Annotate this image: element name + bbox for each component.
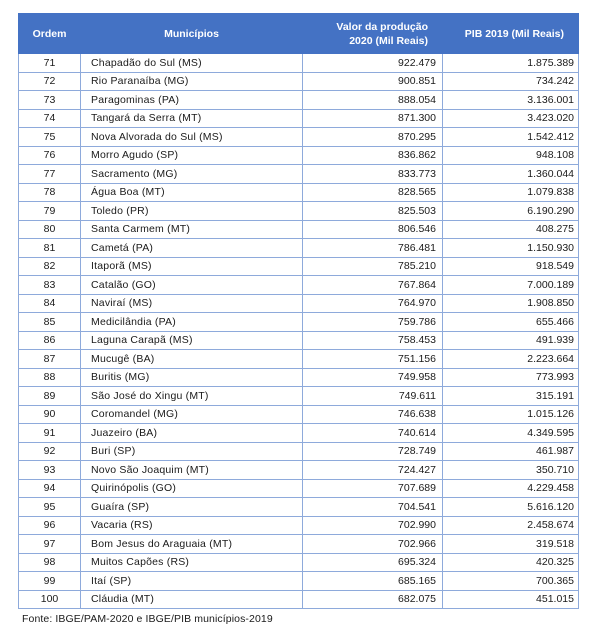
cell-pib: 319.518 [443, 535, 579, 554]
cell-municipio: Buritis (MG) [81, 368, 303, 387]
cell-valor-producao: 746.638 [303, 405, 443, 424]
cell-valor-producao: 786.481 [303, 239, 443, 258]
cell-pib: 6.190.290 [443, 202, 579, 221]
cell-valor-producao: 759.786 [303, 313, 443, 332]
table-row [19, 535, 579, 554]
cell-pib: 1.908.850 [443, 294, 579, 313]
cell-municipio: Novo São Joaquim (MT) [81, 461, 303, 480]
table-row [19, 572, 579, 591]
cell-pib: 5.616.120 [443, 498, 579, 517]
table-row [19, 72, 579, 91]
cell-municipio: Nova Alvorada do Sul (MS) [81, 128, 303, 147]
cell-ordem: 71 [19, 54, 81, 73]
table-row [19, 590, 579, 609]
header-pib: PIB 2019 (Mil Reais) [443, 14, 579, 54]
cell-ordem: 92 [19, 442, 81, 461]
cell-pib: 461.987 [443, 442, 579, 461]
cell-pib: 350.710 [443, 461, 579, 480]
cell-valor-producao: 922.479 [303, 54, 443, 73]
table-row [19, 424, 579, 443]
cell-valor-producao: 764.970 [303, 294, 443, 313]
header-valor-producao [303, 14, 443, 54]
table-row [19, 165, 579, 184]
cell-municipio: Juazeiro (BA) [81, 424, 303, 443]
table-row [19, 313, 579, 332]
cell-pib: 773.993 [443, 368, 579, 387]
cell-valor-producao: 682.075 [303, 590, 443, 609]
cell-municipio: Chapadão do Sul (MS) [81, 54, 303, 73]
cell-municipio: Água Boa (MT) [81, 183, 303, 202]
cell-ordem: 72 [19, 72, 81, 91]
cell-municipio: Mucugê (BA) [81, 350, 303, 369]
table-row [19, 202, 579, 221]
cell-ordem: 90 [19, 405, 81, 424]
table-row [19, 220, 579, 239]
cell-municipio: Toledo (PR) [81, 202, 303, 221]
cell-ordem: 88 [19, 368, 81, 387]
table-row [19, 294, 579, 313]
cell-municipio: Guaíra (SP) [81, 498, 303, 517]
cell-valor-producao: 702.966 [303, 535, 443, 554]
cell-valor-producao: 833.773 [303, 165, 443, 184]
cell-pib: 4.349.595 [443, 424, 579, 443]
cell-ordem: 96 [19, 516, 81, 535]
cell-municipio: Medicilândia (PA) [81, 313, 303, 332]
cell-valor-producao: 836.862 [303, 146, 443, 165]
cell-municipio: Catalão (GO) [81, 276, 303, 295]
table-row [19, 442, 579, 461]
cell-ordem: 91 [19, 424, 81, 443]
cell-pib: 3.136.001 [443, 91, 579, 110]
table-row [19, 498, 579, 517]
cell-pib: 491.939 [443, 331, 579, 350]
cell-municipio: Rio Paranaíba (MG) [81, 72, 303, 91]
cell-pib: 1.360.044 [443, 165, 579, 184]
cell-municipio: Santa Carmem (MT) [81, 220, 303, 239]
table-row [19, 109, 579, 128]
cell-valor-producao: 740.614 [303, 424, 443, 443]
cell-ordem: 86 [19, 331, 81, 350]
table-header [19, 14, 579, 54]
cell-ordem: 97 [19, 535, 81, 554]
cell-municipio: Cametá (PA) [81, 239, 303, 258]
cell-municipio: Buri (SP) [81, 442, 303, 461]
cell-valor-producao: 685.165 [303, 572, 443, 591]
cell-municipio: Naviraí (MS) [81, 294, 303, 313]
cell-valor-producao: 806.546 [303, 220, 443, 239]
cell-valor-producao: 825.503 [303, 202, 443, 221]
table-row [19, 350, 579, 369]
table-row [19, 331, 579, 350]
table-row [19, 405, 579, 424]
cell-municipio: Laguna Carapã (MS) [81, 331, 303, 350]
cell-municipio: Itaporã (MS) [81, 257, 303, 276]
cell-ordem: 89 [19, 387, 81, 406]
cell-pib: 1.542.412 [443, 128, 579, 147]
table-row [19, 516, 579, 535]
header-valor-line2: 2020 (Mil Reais) [349, 34, 428, 47]
cell-valor-producao: 749.958 [303, 368, 443, 387]
table-row [19, 553, 579, 572]
header-row [19, 14, 579, 54]
cell-municipio: Vacaria (RS) [81, 516, 303, 535]
cell-pib: 1.079.838 [443, 183, 579, 202]
cell-ordem: 87 [19, 350, 81, 369]
cell-pib: 948.108 [443, 146, 579, 165]
cell-municipio: Bom Jesus do Araguaia (MT) [81, 535, 303, 554]
table-row [19, 257, 579, 276]
cell-pib: 1.875.389 [443, 54, 579, 73]
cell-ordem: 79 [19, 202, 81, 221]
cell-municipio: Coromandel (MG) [81, 405, 303, 424]
table-row [19, 91, 579, 110]
cell-municipio: Cláudia (MT) [81, 590, 303, 609]
cell-valor-producao: 870.295 [303, 128, 443, 147]
cell-valor-producao: 749.611 [303, 387, 443, 406]
cell-pib: 315.191 [443, 387, 579, 406]
cell-municipio: Quirinópolis (GO) [81, 479, 303, 498]
table-row [19, 128, 579, 147]
cell-municipio: Itaí (SP) [81, 572, 303, 591]
cell-municipio: Morro Agudo (SP) [81, 146, 303, 165]
cell-ordem: 77 [19, 165, 81, 184]
cell-valor-producao: 702.990 [303, 516, 443, 535]
table-row [19, 146, 579, 165]
cell-municipio: Sacramento (MG) [81, 165, 303, 184]
cell-ordem: 94 [19, 479, 81, 498]
cell-ordem: 95 [19, 498, 81, 517]
cell-pib: 451.015 [443, 590, 579, 609]
cell-valor-producao: 704.541 [303, 498, 443, 517]
table-row [19, 239, 579, 258]
cell-valor-producao: 695.324 [303, 553, 443, 572]
cell-ordem: 98 [19, 553, 81, 572]
cell-pib: 420.325 [443, 553, 579, 572]
cell-municipio: São José do Xingu (MT) [81, 387, 303, 406]
cell-valor-producao: 758.453 [303, 331, 443, 350]
cell-ordem: 73 [19, 91, 81, 110]
header-valor-line1: Valor da produção [336, 20, 428, 33]
cell-ordem: 74 [19, 109, 81, 128]
cell-pib: 4.229.458 [443, 479, 579, 498]
cell-pib: 1.015.126 [443, 405, 579, 424]
cell-ordem: 78 [19, 183, 81, 202]
cell-municipio: Muitos Capões (RS) [81, 553, 303, 572]
source-note: Fonte: IBGE/PAM-2020 e IBGE/PIB municípios-2019 [22, 613, 273, 625]
cell-ordem: 93 [19, 461, 81, 480]
cell-ordem: 80 [19, 220, 81, 239]
cell-ordem: 75 [19, 128, 81, 147]
cell-valor-producao: 785.210 [303, 257, 443, 276]
cell-ordem: 83 [19, 276, 81, 295]
table-body [19, 54, 579, 609]
cell-ordem: 76 [19, 146, 81, 165]
cell-ordem: 84 [19, 294, 81, 313]
cell-municipio: Tangará da Serra (MT) [81, 109, 303, 128]
cell-ordem: 81 [19, 239, 81, 258]
cell-pib: 1.150.930 [443, 239, 579, 258]
municipios-table [18, 13, 579, 609]
cell-pib: 918.549 [443, 257, 579, 276]
table-row [19, 479, 579, 498]
cell-pib: 700.365 [443, 572, 579, 591]
data-table-container [18, 13, 578, 625]
cell-valor-producao: 728.749 [303, 442, 443, 461]
cell-pib: 7.000.189 [443, 276, 579, 295]
cell-ordem: 99 [19, 572, 81, 591]
table-row [19, 461, 579, 480]
cell-valor-producao: 707.689 [303, 479, 443, 498]
table-row [19, 368, 579, 387]
cell-municipio: Paragominas (PA) [81, 91, 303, 110]
cell-pib: 2.223.664 [443, 350, 579, 369]
header-municipios: Municípios [81, 14, 303, 54]
cell-valor-producao: 751.156 [303, 350, 443, 369]
cell-pib: 655.466 [443, 313, 579, 332]
table-row [19, 276, 579, 295]
cell-pib: 408.275 [443, 220, 579, 239]
cell-valor-producao: 871.300 [303, 109, 443, 128]
cell-valor-producao: 900.851 [303, 72, 443, 91]
cell-pib: 3.423.020 [443, 109, 579, 128]
cell-valor-producao: 724.427 [303, 461, 443, 480]
cell-ordem: 85 [19, 313, 81, 332]
cell-valor-producao: 828.565 [303, 183, 443, 202]
table-row [19, 183, 579, 202]
table-row [19, 387, 579, 406]
cell-ordem: 82 [19, 257, 81, 276]
cell-pib: 2.458.674 [443, 516, 579, 535]
header-ordem: Ordem [19, 14, 81, 54]
cell-ordem: 100 [19, 590, 81, 609]
cell-valor-producao: 888.054 [303, 91, 443, 110]
cell-pib: 734.242 [443, 72, 579, 91]
cell-valor-producao: 767.864 [303, 276, 443, 295]
table-row [19, 54, 579, 73]
